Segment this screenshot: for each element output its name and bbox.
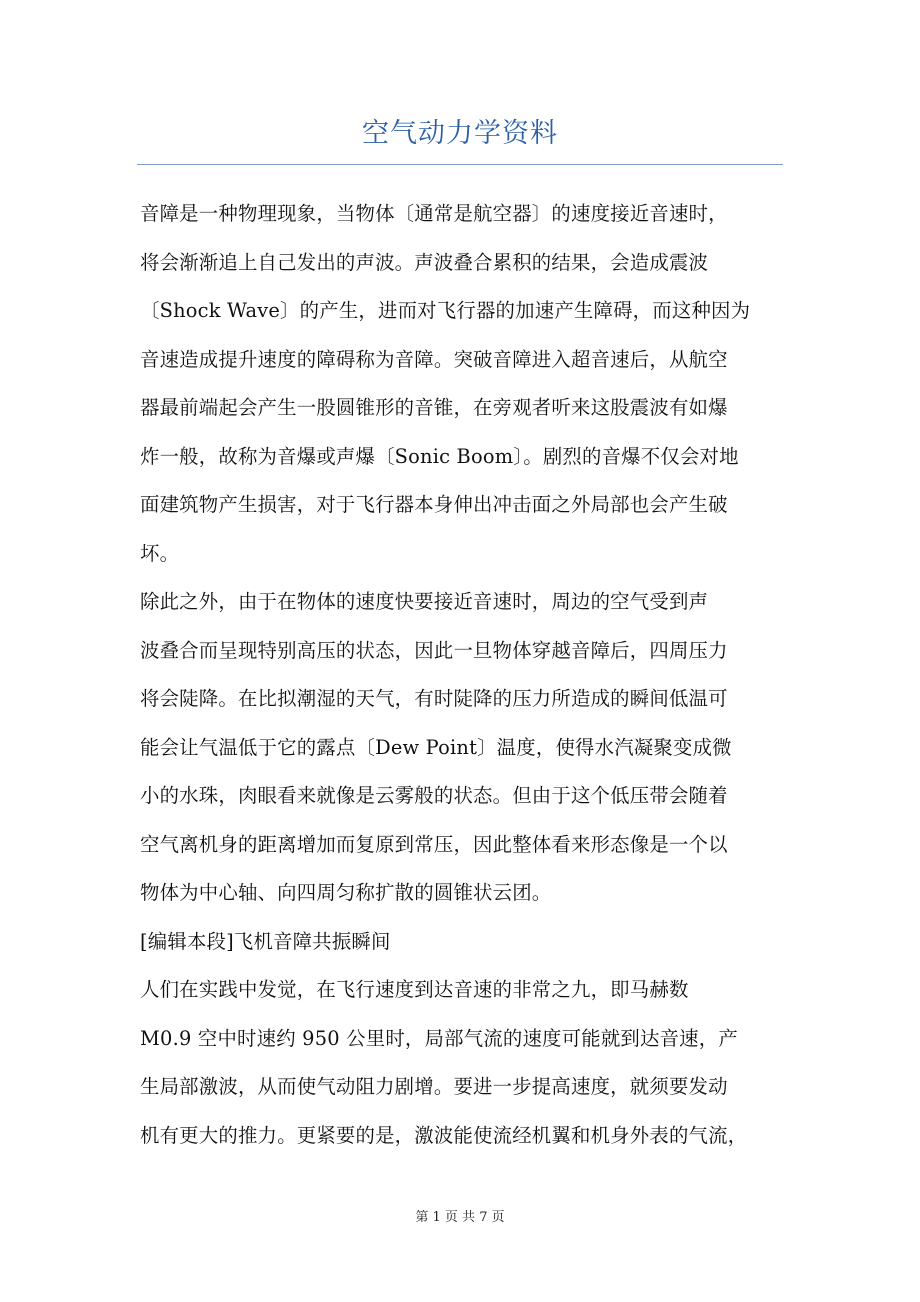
section-heading: [编辑本段]飞机音障共振瞬间 [140, 929, 391, 953]
document-title: 空气动力学资料 [362, 118, 558, 149]
document-body [140, 190, 790, 1160]
paragraph-mach-number: 人们在实践中发觉，在飞行速度到达音速的非常之九，即马赫数 M0.9 空中时速约 950 公里时，局部气流的速度可能就到达音速，产 生局部激波，从而使气动阻力剧增。要进一步提高速度，就须要发动 机有更大的推力。更紧要的是，激波能使流经机翼和机身外表的气流， [140, 978, 748, 1147]
paragraph-vapor-cone: 除此之外，由于在物体的速度快要接近音速时，周边的空气受到声 波叠合而呈现特别高压的状态，因此一旦物体穿越音障后，四周压力 将会陡降。在比拟潮湿的天气，有时陡降的压力所造成的瞬间低温可 能会让气温低于它的露点〔Dew Point〕温度，使得水汽凝聚变成微 小的水珠，肉眼看来就像是云雾般的状态。但由于这个低压带会随着 空气离机身的距离增加而复原到常压，因此整体看来形态像是一个以 物体为中心轴、向四周匀称扩散的圆锥状云团。 [140, 590, 732, 904]
title-divider [137, 164, 783, 165]
page-footer: 第 1 页 共 7 页 [415, 1210, 505, 1225]
paragraph-sound-barrier: 音障是一种物理现象，当物体〔通常是航空器〕的速度接近音速时， 将会渐渐追上自己发出的声波。声波叠合累积的结果，会造成震波 〔Shock Wave〕的产生，进而对飞行器的加速产生障碍，而这种因为 音速造成提升速度的障碍称为音障。突破音障进入超音速后，从航空 器最前端起会产生一股圆锥形的音锥，在旁观者听来这股震波有如爆 炸一般，故称为音爆或声爆〔Sonic Boom〕。剧烈的音爆不仅会对地 面建筑物产生损害，对于飞行器本身伸出冲击面之外局部也会产生破 坏。 [140, 202, 751, 565]
